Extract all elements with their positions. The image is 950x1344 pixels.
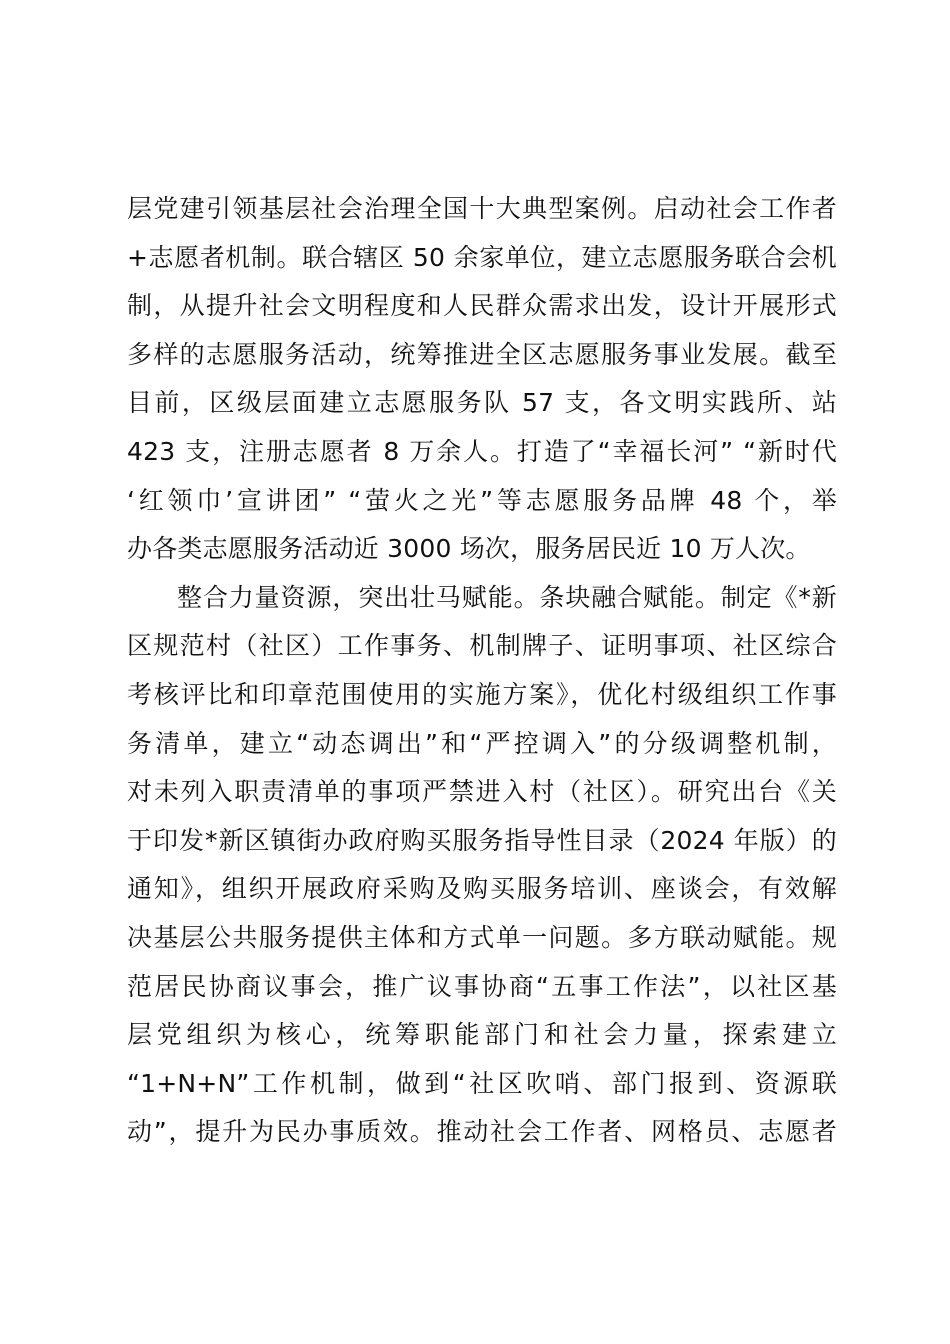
text-line: 务清单，建立“动态调出”和“严控调入”的分级调整机制， — [127, 728, 837, 758]
text-line: 多样的志愿服务活动，统筹推进全区志愿服务事业发展。截至 — [127, 339, 837, 369]
text-line: ‘红领巾’宣讲团” “萤火之光”等志愿服务品牌 48 个，举 — [127, 485, 837, 515]
text-line: 层党组织为核心，统筹职能部门和社会力量，探索建立 — [127, 1020, 837, 1050]
text-line: 决基层公共服务提供主体和方式单一问题。多方联动赋能。规 — [127, 922, 837, 952]
text-line: +志愿者机制。联合辖区 50 余家单位，建立志愿服务联合会机 — [127, 242, 837, 272]
text-line: 动”，提升为民办事质效。推动社会工作者、网格员、志愿者 — [127, 1117, 837, 1147]
paragraph-start-line: 整合力量资源，突出壮马赋能。条块融合赋能。制定《*新 — [177, 582, 837, 612]
text-line: “1+N+N”工作机制，做到“社区吹哨、部门报到、资源联 — [127, 1068, 837, 1098]
text-line: 办各类志愿服务活动近 3000 场次，服务居民近 10 万人次。 — [127, 534, 811, 564]
document-body — [127, 185, 837, 1157]
text-line: 范居民协商议事会，推广议事协商“五事工作法”，以社区基 — [127, 971, 837, 1001]
text-line: 于印发*新区镇街办政府购买服务指导性目录（2024 年版）的 — [127, 825, 837, 855]
text-line: 制，从提升社会文明程度和人民群众需求出发，设计开展形式 — [127, 291, 837, 321]
text-line: 通知》，组织开展政府采购及购买服务培训、座谈会，有效解 — [127, 874, 837, 904]
text-line: 对未列入职责清单的事项严禁进入村（社区）。研究出台《关 — [127, 777, 837, 807]
text-line: 考核评比和印章范围使用的实施方案》，优化村级组织工作事 — [127, 679, 837, 709]
text-line: 区规范村（社区）工作事务、机制牌子、证明事项、社区综合 — [127, 631, 837, 661]
text-line: 目前，区级层面建立志愿服务队 57 支，各文明实践所、站 — [127, 388, 837, 418]
text-line: 423 支，注册志愿者 8 万余人。打造了“幸福长河” “新时代 — [127, 436, 837, 466]
text-line: 层党建引领基层社会治理全国十大典型案例。启动社会工作者 — [127, 194, 837, 223]
